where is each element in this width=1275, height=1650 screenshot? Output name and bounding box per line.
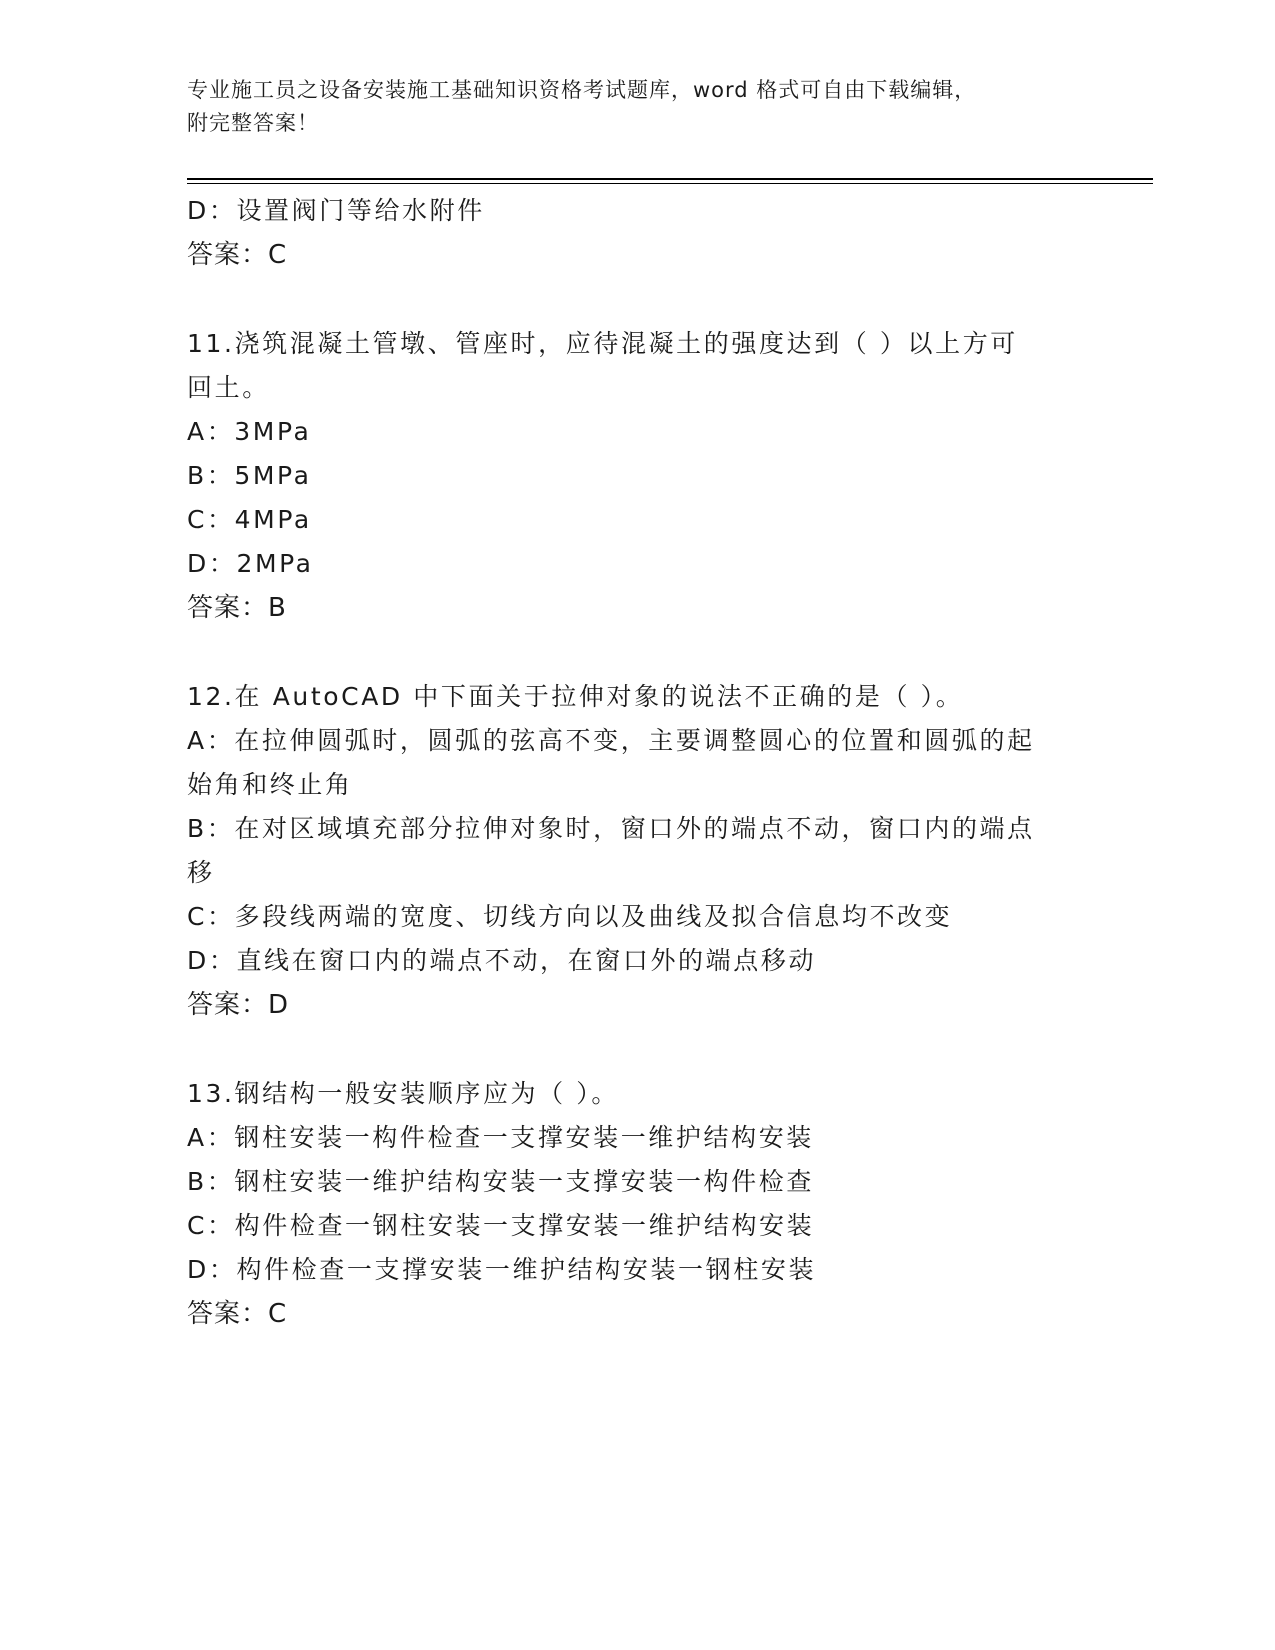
q11-option-d: D：2MPa <box>187 549 314 578</box>
q12-option-c: C：多段线两端的宽度、切线方向以及曲线及拟合信息均不改变 <box>187 902 953 931</box>
q11-stem-line-2: 回土。 <box>187 373 270 402</box>
header-line-2: 附完整答案！ <box>187 111 319 135</box>
q12-option-b-line-2: 移 <box>187 858 215 887</box>
document-header <box>187 74 1067 140</box>
q11-answer: 答案：B <box>187 593 287 623</box>
q13-answer: 答案：C <box>187 1299 288 1329</box>
q13-stem-line-1: 13.钢结构一般安装顺序应为（ ）。 <box>187 1079 620 1108</box>
q11-stem-line-1: 11.浇筑混凝土管墩、管座时，应待混凝土的强度达到（ ）以上方可 <box>187 329 1018 358</box>
header-line-1: 专业施工员之设备安装施工基础知识资格考试题库，word 格式可自由下载编辑， <box>187 78 977 102</box>
header-divider-thick <box>187 178 1153 180</box>
q13-option-b: B：钢柱安装一维护结构安装一支撑安装一构件检查 <box>187 1167 814 1196</box>
q11-option-c: C：4MPa <box>187 505 312 534</box>
q12-option-a-line-1: A：在拉伸圆弧时，圆弧的弦高不变，主要调整圆心的位置和圆弧的起 <box>187 726 1035 755</box>
prev-answer: 答案：C <box>187 240 288 270</box>
q11-option-a: A：3MPa <box>187 417 312 446</box>
q12-answer: 答案：D <box>187 990 290 1020</box>
q13-option-d: D：构件检查一支撑安装一维护结构安装一钢柱安装 <box>187 1255 817 1284</box>
q13-option-c: C：构件检查一钢柱安装一支撑安装一维护结构安装 <box>187 1211 815 1240</box>
q12-option-b-line-1: B：在对区域填充部分拉伸对象时，窗口外的端点不动，窗口内的端点 <box>187 814 1035 843</box>
q12-option-d: D：直线在窗口内的端点不动，在窗口外的端点移动 <box>187 946 817 975</box>
q12-option-a-line-2: 始角和终止角 <box>187 770 353 799</box>
q13-option-a: A：钢柱安装一构件检查一支撑安装一维护结构安装 <box>187 1123 814 1152</box>
q11-option-b: B：5MPa <box>187 461 312 490</box>
q12-stem-line-1: 12.在 AutoCAD 中下面关于拉伸对象的说法不正确的是（ ）。 <box>187 682 964 711</box>
prev-option-d: D：设置阀门等给水附件 <box>187 196 485 225</box>
header-divider-thin <box>187 183 1153 184</box>
